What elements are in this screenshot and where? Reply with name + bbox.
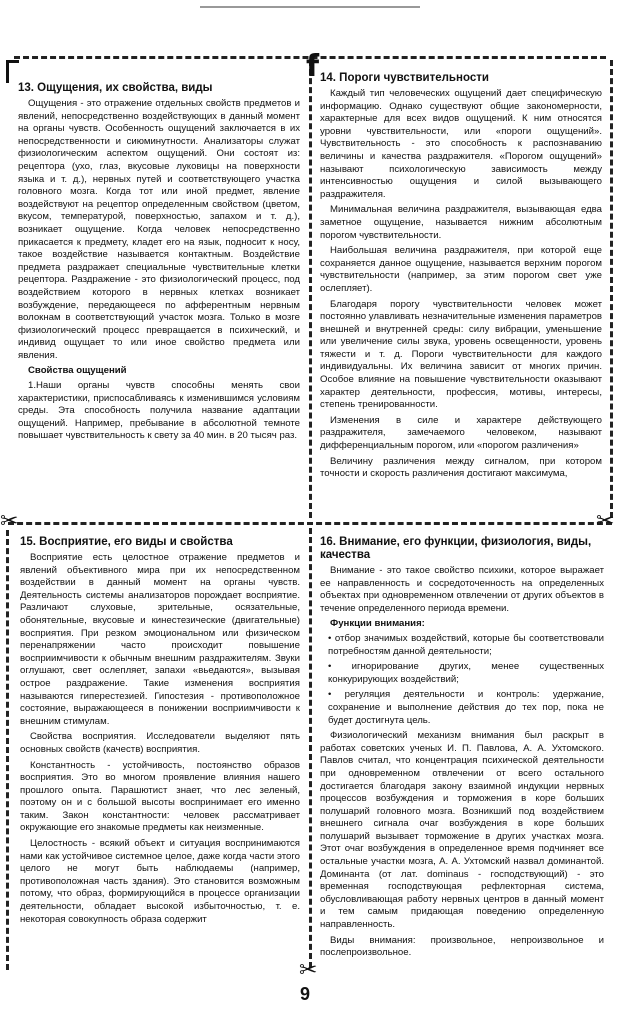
section-14-paragraph: Каждый тип человеческих ощущений дает специфическую информацию. Однако существуют общие закономерности, характерные для всех видов ощущений. К ним относятся уровни чувствительности, или «пороги ощущений». Чувствительность - это способность к распознаванию величины и качества раздражителя. «Порогом ощущений» называют психологическую зависимость между интенсивностью ощущения и силой вызывающего раздражителя. [320, 88, 602, 200]
section-15-paragraph: Свойства восприятия. Исследователи выделяют пять основных свойств (качеств) восприятия. [20, 731, 300, 755]
section-15-paragraph: Целостность - всякий объект и ситуация воспринимаются нами как устойчивое системное целое, даже когда части этого целого не могут быть наблюдаемы (например, противоположная часть здания). Это становится возможным потому, что образ, формирующийся в процессе организации деятельности, обладает высокой избыточностью, т. е. некоторая совокупность образа содержит [20, 838, 300, 925]
section-14-title: 14. Пороги чувствительности [320, 72, 489, 84]
section-13-paragraph: 1.Наши органы чувств способны менять свои характеристики, приспосабливаясь к изменившимся условиям среды. Эта способность получила название адаптации ощущений. Например, пребывание в абсолютной темноте повышает чувствительность к свету за 40 мин. в 20 тысяч раз. [18, 380, 300, 442]
page-number: 9 [300, 984, 311, 1004]
cut-line-right-top [610, 60, 613, 518]
section-14-paragraph: Изменения в силе и характере действующего раздражителя, замечаемого человеком, называют дифференциальным порогом, или «порогом различения» [320, 414, 602, 452]
scissors-icon-left: ✂ [0, 509, 19, 534]
letter-f-glyph: f [306, 49, 320, 84]
section-14-paragraph: Величину различения между сигналом, при котором точности и скорость различения достигают максимума, [320, 455, 602, 480]
cut-line-middle [8, 522, 612, 525]
section-16-bullet: • регуляция деятельности и контроль: удержание, сохранение и выполнение действия до тех пор, пока не будет достигнута цель. [328, 689, 604, 726]
section-14 [320, 72, 602, 514]
section-13 [18, 82, 300, 514]
cut-line-vertical-bottom [309, 528, 312, 968]
scissors-icon-bottom: ✂ [299, 958, 318, 983]
section-16-title: 16. Внимание, его функции, физиология, виды, качества [320, 536, 592, 561]
section-13-subheading: Свойства ощущений [28, 365, 127, 377]
section-16-paragraph: Физиологический механизм внимания был раскрыт в работах советских ученых И. П. Павлова, А. А. Ухтомского. Павлов считал, что концентрация психической деятельности при одновременном отвлечении от всего остального достигается благодаря закону взаимной индукции нервных процессов возбуждения и торможения в коре больших полушарий головного мозга. Возникший под воздействием внешнего сигнала очаг возбуждения в коре больших полушарий вызывает торможение в других участках мозга. Этот очаг возбуждения в определенное время подчиняет все остальные участки мозга, А. А. Ухтомский назвал доминантой. Доминанта (от лат. dominaus - господствующий) - это временная господствующая рефлекторная система, обусловливающая работу нервных центров в данный момент и тем самым придающая поведению определенную направленность. [320, 730, 604, 931]
section-15-title: 15. Восприятие, его виды и свойства [20, 536, 233, 548]
section-15-paragraph: Константность - устойчивость, постоянство образов восприятия. Это во многом проявление влияния нашего прошлого опыта. Парашютист знает, что лес зеленый, поэтому он и с большой высоты воспринимает его именно таким. Закон константности: человек рассматривает окружающие его знакомые предметы как неизменные. [20, 759, 300, 834]
section-13-paragraph: Ощущения - это отражение отдельных свойств предметов и явлений, непосредственно воздействующих в данный момент на органы чувств. Особенность ощущений заключается в их непосредственности и сиюминутности. Анализаторы служат физиологическим аспектом ощущений. Они состоят из: рецептора (ухо, глаз, вкусовые луковицы на поверхности языка и т. д.), нервных путей и соответствующего участка головного мозга. Когда тот или иной предмет, явление воздействуют на рецептор определенным свойством (цветом, вкусом, температурой, поверхностью, запахом и т. д.), возникает ощущение. Когда человек непосредственно прикасается к предмету, кладет его на язык, подносит к носу, такое воздействие называется контактным. Воздействие предмета раздражает специальные чувствительные клетки рецептора. Раздражение - это физиологический процесс, под воздействием которого в нервных клетках возникает возбуждение, передающееся по афферентным нервным волокнам в соответствующий участок мозга. Только в мозге физиологический процесс превращается в психический, и индивид ощущает то или иное свойство предмета или явления. [18, 98, 300, 361]
section-16-subheading: Функции внимания: [330, 618, 425, 630]
cut-line-left-bottom [6, 530, 9, 970]
section-16-bullet: • отбор значимых воздействий, которые бы соответствовали потребностям данной деятельности; [328, 632, 604, 657]
section-15-paragraph: Восприятие есть целостное отражение предметов и явлений объективного мира при их непосредственном воздействии в данный момент на органы чувств. Деятельность системы анализаторов порождает восприятие. Различают слуховые, зрительные, осязательные, обонятельные, вкусовые и кинестезические (двигательные) восприятия. При резком эмоциональном или физическом перенапряжении часто происходит повышение восприимчивости к обычным внешним раздражителям. Звуки оглушают, свет ослепляет, запахи «вьедаются», вызывая острое раздражение. Такие изменения восприятия называются гиперестезией. Гипостезия - противоположное состояние, выражающееся в понижении восприимчивости к внешним стимулам. [20, 552, 300, 727]
scissors-icon-right: ✂ [596, 509, 615, 534]
top-scribble [200, 0, 420, 8]
section-15 [20, 536, 300, 978]
section-14-paragraph: Благодаря порогу чувствительности человек может постоянно улавливать незначительные изменения параметров внешней и внутренней среды: силу вибрации, уменьшение или увеличение силы звука, уровень освещенности, уровень тяжести и т. д. Пороги чувствительности для каждого индивидуальны. Их величина зависит от многих причин. Особое влияние на повышение чувствительности оказывают характер деятельности, профессия, мотивы, интересы, степень тренированности. [320, 298, 602, 411]
corner-mark-top-left [6, 60, 19, 83]
section-14-paragraph: Наибольшая величина раздражителя, при которой еще сохраняется данное ощущение, называется верхним порогом чувствительности (например, за этим порогом свет уже ослепляет). [320, 245, 602, 294]
section-16-paragraph: Виды внимания: произвольное, непроизвольное и послепроизвольное. [320, 934, 604, 959]
section-16 [320, 536, 604, 978]
section-14-paragraph: Минимальная величина раздражителя, вызывающая едва заметное ощущение, называется нижним абсолютным порогом чувствительности. [320, 204, 602, 241]
section-13-title: 13. Ощущения, их свойства, виды [18, 82, 213, 94]
cut-line-vertical-top [309, 60, 312, 518]
section-16-bullet: • игнорирование других, менее существенных конкурирующих воздействий; [328, 661, 604, 685]
section-16-paragraph: Внимание - это такое свойство психики, которое выражает ее направленность и сосредоточенность на определенных объектах при одновременном отвлечении от других объектов в течение определенного периода времени. [320, 565, 604, 614]
